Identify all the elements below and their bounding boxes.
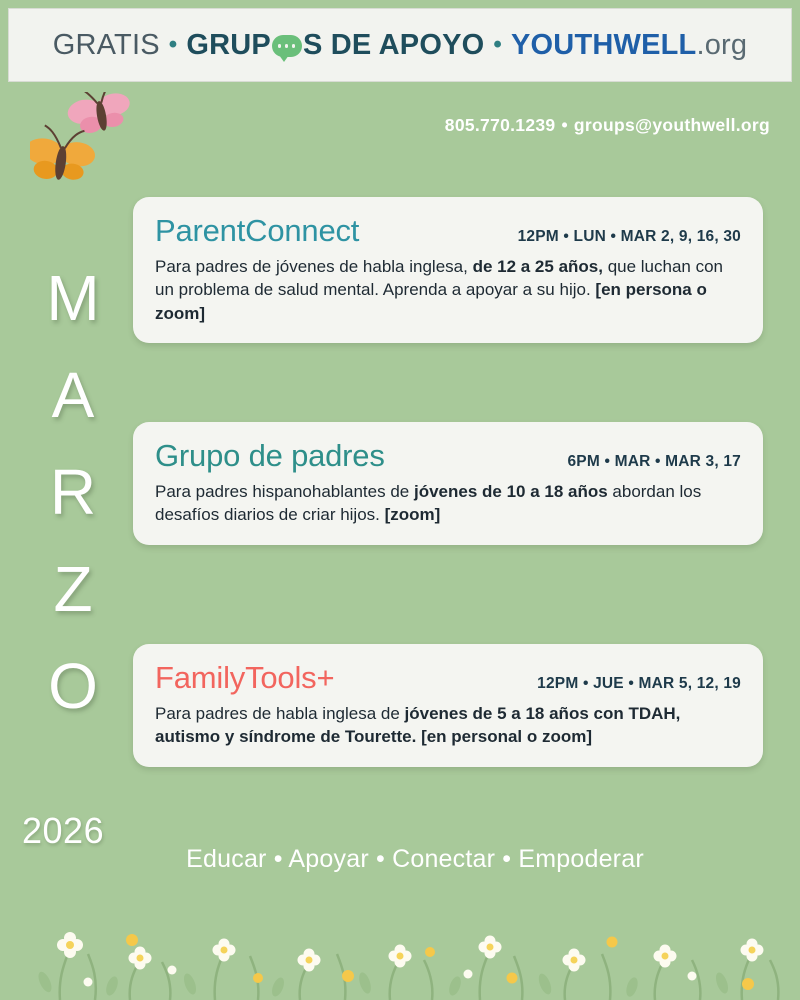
flower-band-icon: [0, 890, 800, 1000]
header-org: .org: [696, 28, 748, 61]
card-schedule: 12PM • JUE • MAR 5, 12, 19: [537, 675, 741, 692]
header-banner: [8, 8, 792, 82]
desc-part-1: Para padres hispanohablantes de: [155, 482, 414, 501]
desc-part-2: abordan los desafíos diarios de criar hijos.: [155, 482, 702, 525]
group-card-parentconnect[interactable]: [133, 197, 763, 343]
butterflies-icon: [30, 92, 170, 202]
group-card-familytools[interactable]: [133, 644, 763, 767]
card-schedule: 12PM • LUN • MAR 2, 9, 16, 30: [517, 228, 741, 245]
contact-separator: •: [561, 115, 568, 135]
desc-bold-1: de 12 a 25 años,: [472, 257, 603, 276]
month-vertical: [28, 250, 118, 735]
header-dot-1: •: [168, 31, 178, 58]
desc-bold-2: [zoom]: [384, 505, 441, 525]
desc-part-1: Para padres de jóvenes de habla inglesa,: [155, 257, 473, 276]
card-title: Grupo de padres: [155, 438, 385, 473]
card-header: [155, 213, 741, 249]
desc-bold-1: jóvenes de 5 a 18 años con TDAH, autismo y síndrome de Tourette. [en personal o zoom]: [155, 704, 681, 747]
month-letter-r: R: [49, 456, 97, 528]
desc-part-2: que luchan con un problema de salud mental. Aprenda a apoyar a su hijo.: [155, 257, 724, 300]
header-youthwell: YOUTHWELL: [511, 28, 697, 61]
header-dot-2: •: [493, 31, 502, 58]
card-description: [155, 702, 741, 749]
desc-bold-2: [en persona o zoom]: [155, 280, 707, 323]
card-title: FamilyTools+: [155, 660, 335, 695]
card-header: [155, 660, 741, 696]
contact-info: [445, 115, 770, 136]
card-description: [155, 255, 741, 325]
card-title: ParentConnect: [155, 213, 360, 248]
header-title-line: [53, 29, 747, 62]
card-schedule: 6PM • MAR • MAR 3, 17: [567, 453, 741, 470]
desc-bold-1: jóvenes de 10 a 18 años: [413, 482, 608, 501]
month-letter-a: A: [51, 359, 95, 431]
year-label: 2026: [22, 810, 105, 851]
header-grupos-post: S DE APOYO: [302, 28, 485, 61]
header-grupos-pre: GRUP: [186, 28, 271, 61]
month-letter-z: Z: [53, 553, 93, 625]
group-card-grupo-de-padres[interactable]: [133, 422, 763, 545]
header-gratis: GRATIS: [52, 28, 160, 61]
contact-email[interactable]: groups@youthwell.org: [573, 115, 770, 135]
contact-phone[interactable]: 805.770.1239: [444, 115, 556, 135]
tagline: Educar • Apoyar • Conectar • Empoderar: [186, 845, 644, 873]
month-letter-m: M: [46, 262, 100, 334]
card-description: [155, 480, 741, 527]
speech-bubble-icon: [272, 35, 302, 57]
month-letter-o: O: [48, 650, 98, 722]
card-header: [155, 438, 741, 474]
desc-part-1: Para padres de habla inglesa de: [155, 704, 405, 723]
